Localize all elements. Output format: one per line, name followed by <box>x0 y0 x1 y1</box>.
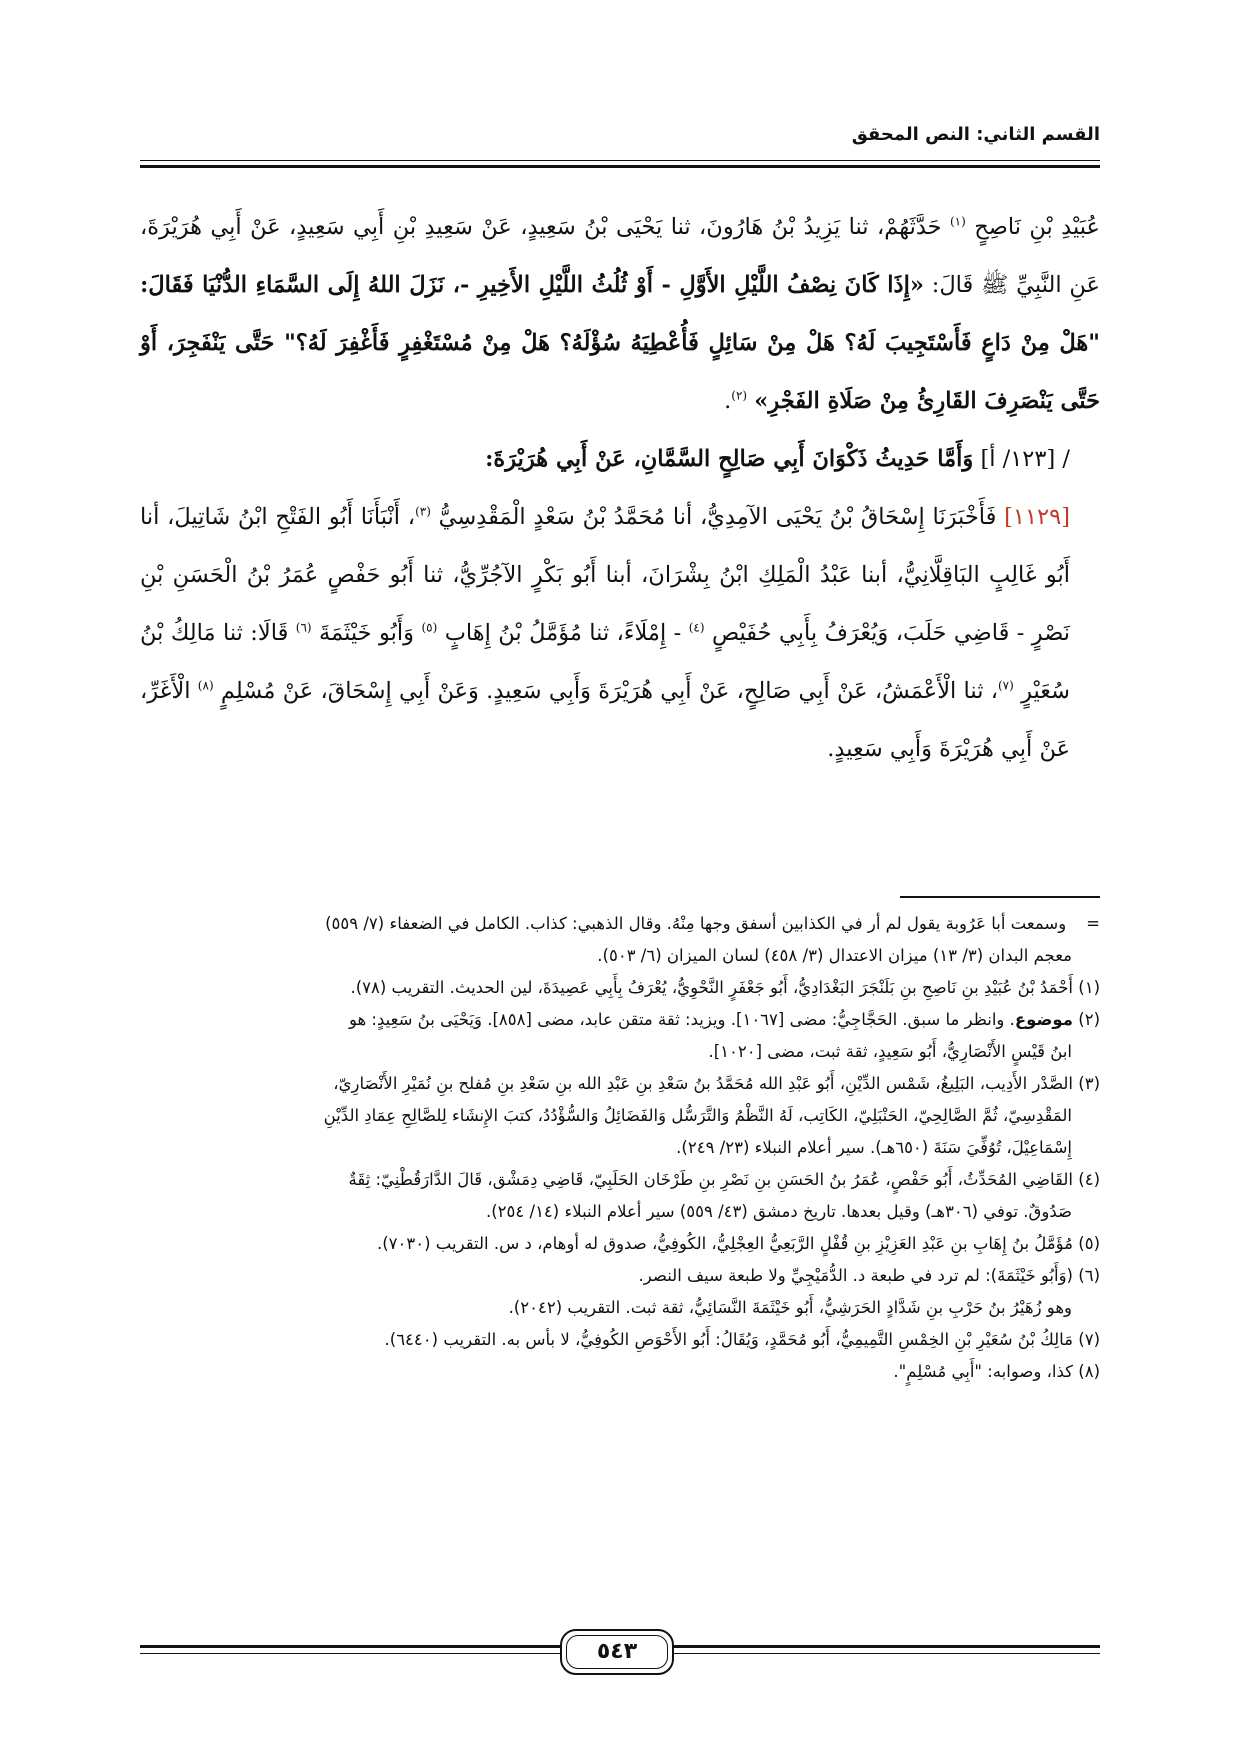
folio-marker: / [١٢٣/ أ] <box>973 446 1070 472</box>
footnote-4: (٤) القَاضِي المُحَدِّثُ، أَبُو حَفْصٍ، عُمَرُ بنُ الحَسَنِ بنِ نَصْرِ بنِ طَرْخَان الحَلَبِيّ، قَاضِي دِمَشْق، قَالَ الدَّارَقُطْنِيّ: ثِقَةٌ <box>348 1170 1100 1189</box>
section-heading-paragraph <box>140 430 1100 488</box>
text-segment: فَأَخْبَرَنَا إِسْحَاقُ بْنُ يَحْيَى الآمِدِيُّ، أنا مُحَمَّدُ بْنُ سَعْدٍ الْمَقْدِسِيُّ <box>430 504 1005 530</box>
hadith-number: [١١٢٩] <box>1004 504 1071 530</box>
text-segment: وسمعت أبا عَرُوبة يقول لم أر في الكذابين أسفق وجها مِنْهُ. وقال الذهبي: كذاب. الكامل في الضعفاء (٧/ ٥٥٩) <box>325 914 1067 933</box>
footnote-ref[interactable]: (٧) <box>997 678 1014 693</box>
grading-label: موضوع <box>1014 1010 1073 1029</box>
text-segment: قَالَا: ثنا مَالِكُ بْنُ سُعَيْرٍ <box>140 620 1070 704</box>
footnote-continuation-line: معجم البدان (٣/ ١٣) ميزان الاعتدال (٣/ ٤٥٨) لسان الميزان (٦/ ٥٠٣). <box>597 946 1072 965</box>
section-heading: وَأَمَّا حَدِيثُ ذَكْوَانَ أَبِي صَالِحٍ السَّمَّانِ، عَنْ أَبِي هُرَيْرَةَ: <box>485 446 974 472</box>
page-number: ٥٤٣ <box>560 1629 674 1675</box>
footnote-3-continued: المَقْدِسِيّ، ثُمَّ الصَّالِحِيّ، الحَنْبَلِيّ، الكَاتِب، لَهُ النَّظْمُ وَالتَّرَسُّل وَالفَضَائِلُ وَالسُّؤْدُدُ، كتبَ الإِنشَاء لِلصَّالِحِ عِمَادِ الدِّيْنِ <box>323 1106 1072 1125</box>
footnote-ref[interactable]: (١) <box>949 214 966 229</box>
footnote-ref[interactable]: (٢) <box>731 388 748 403</box>
footnote-3-continued: إِسْمَاعِيْلَ، تُوُفِّيَ سَنَةَ (٦٥٠هـ). سير أعلام النبلاء (٢٣/ ٢٤٩). <box>676 1138 1072 1157</box>
footnote-ref[interactable]: (٦) <box>295 620 312 635</box>
text-segment: ، أَنْبَأَنَا أَبُو الفَتْحِ ابْنُ شَاتِيلَ، أنا أَبُو غَالِبٍ البَاقِلَّانِيُّ، أبنا عَبْدُ الْمَلِكِ ابْنُ بِشْرَانَ، أبنا أَبُو بَكْرٍ الآجُرِّيُّ، ثنا أَبُو حَفْصٍ عُمَرُ بْنُ الْحَسَنِ بْنِ نَصْرٍ - قَاضِي حَلَبَ، وَيُعْرَفُ بِأَبِي حُفَيْصٍ <box>140 504 1070 646</box>
footnote-6-continued: وهو زُهَيْرُ بنُ حَرْبِ بنِ شَدَّادٍ الحَرَشِيُّ، أَبُو خَيْثَمَةَ النَّسَائِيُّ، ثقة ثبت. التقريب (٢٠٤٢). <box>508 1298 1072 1317</box>
isnad-paragraph <box>140 488 1100 778</box>
footnote-ref[interactable]: (٣) <box>415 504 431 519</box>
footnote-8: (٨) كذا، وصوابه: "أَبِي مُسْلِمٍ". <box>893 1362 1100 1381</box>
footnote-1: (١) أَحْمَدُ بْنُ عُبَيْدِ بنِ نَاصِحِ بنِ بَلَنْجَرَ البَغْدَادِيُّ، أَبُو جَعْفَرٍ النَّحْوِيُّ، يُعْرَفُ بِأَبِي عَصِيدَةَ، لين الحديث. التقريب (٧٨). <box>350 978 1100 997</box>
footnote-continuation <box>140 908 1100 940</box>
text-segment: وَأَبُو خَيْثَمَةَ <box>311 620 422 646</box>
footnote-3: (٣) الصَّدْر الأَدِيب، البَلِيغُ، شَمْس الدِّيْنِ، أَبُو عَبْدِ الله مُحَمَّدُ بنُ سَعْدِ بنِ عَبْدِ الله بنِ سَعْدِ بنِ مُفلح بنِ نُمَيْرِ الأَنْصَارِيّ، <box>333 1074 1100 1093</box>
footnotes <box>140 908 1100 1388</box>
header-rule-thin <box>140 160 1100 161</box>
footnote-ref[interactable]: (٤) <box>688 620 705 635</box>
continuation-mark: = <box>1086 914 1100 933</box>
footnote-7: (٧) مَالِكُ بْنُ سُعَيْرِ بْنِ الخِمْسِ التَّمِيمِيُّ، أَبُو مُحَمَّدٍ، وَيُقَالُ: أَبُو الأَحْوَصِ الكُوفِيُّ، لا بأس به. التقريب (٦٤٤٠). <box>384 1330 1100 1349</box>
footnote-label: (٢) <box>1073 1010 1100 1029</box>
footnote-ref[interactable]: (٨) <box>197 678 214 693</box>
footnote-ref[interactable]: (٥) <box>421 620 438 635</box>
header-rule-thick <box>140 165 1100 168</box>
running-title: القسم الثاني: النص المحقق <box>851 124 1100 145</box>
hadith-paragraph <box>140 198 1100 430</box>
footnote-2 <box>140 1004 1100 1036</box>
footnote-2-continued: ابنُ قَيْسٍ الأَنْصَارِيُّ، أَبُو سَعِيدٍ، ثقة ثبت، مضى [١٠٢٠]. <box>708 1042 1072 1061</box>
main-text <box>140 198 1100 778</box>
text-segment: حَدَّثَهُمْ، ثنا يَزِيدُ بْنُ هَارُونَ، ثنا يَحْيَى بْنُ سَعِيدٍ، عَنْ سَعِيدِ بْنِ أَبِي سَعِيدٍ، عَنْ أَبِي هُرَيْرَةَ، عَنِ النَّبِيِّ ﷺ قَالَ: <box>140 214 1100 298</box>
footnote-separator <box>900 896 1100 898</box>
text-segment: . وانظر ما سبق. الحَجَّاجِيُّ: مضى [١٠٦٧]. ويزيد: ثقة متقن عابد، مضى [٨٥٨]. وَيَحْيَى بنُ سَعِيدٍ: هو <box>348 1010 1015 1029</box>
hadith-matn: «إِذَا كَانَ نِصْفُ اللَّيْلِ الأَوَّلِ - أَوْ ثُلُثُ اللَّيْلِ الأَخِيرِ -، نَزَلَ اللهُ إِلَى السَّمَاءِ الدُّنْيَا فَقَالَ: "هَلْ مِنْ دَاعٍ فَأَسْتَجِيبَ لَهُ؟ هَلْ مِنْ سَائِلٍ فَأُعْطِيَهُ سُؤْلَهُ؟ هَلْ مِنْ مُسْتَغْفِرٍ فَأَغْفِرَ لَهُ؟" حَتَّى يَنْفَجِرَ، أَوْ حَتَّى يَنْصَرِفَ القَارِئُ مِنْ صَلَاةِ الفَجْرِ» <box>140 272 1100 414</box>
footnote-4-continued: صَدُوقٌ. توفي (٣٠٦هـ) وقيل بعدها. تاريخ دمشق (٤٣/ ٥٥٩) سير أعلام النبلاء (١٤/ ٢٥٤). <box>485 1202 1072 1221</box>
text-segment: الْأَغَرِّ، عَنْ أَبِي هُرَيْرَةَ وَأَبِي سَعِيدٍ. <box>140 678 1070 762</box>
text-segment: ، ثنا الْأَعْمَشُ، عَنْ أَبِي صَالِحٍ، عَنْ أَبِي هُرَيْرَةَ وَأَبِي سَعِيدٍ. وَعَنْ أَبِي إِسْحَاقَ، عَنْ مُسْلِمٍ <box>213 678 998 704</box>
footnote-5: (٥) مُؤَمَّلُ بنُ إِهَابِ بنِ عَبْدِ العَزِيْزِ بنِ قُفْلٍ الرَّبَعِيُّ العِجْلِيُّ، الكُوفِيُّ، صدوق له أوهام، د س. التقريب (٧٠٣٠). <box>376 1234 1100 1253</box>
text-segment: . <box>724 388 732 414</box>
text-segment: عُبَيْدِ بْنِ نَاصِحٍ <box>965 214 1100 240</box>
footnote-6: (٦) (وَأَبُو خَيْثَمَةَ): لم ترد في طبعة د. الدُّمَيْجِيِّ ولا طبعة سيف النصر. <box>638 1266 1100 1285</box>
text-segment: - إِمْلَاءً، ثنا مُؤَمَّلُ بْنُ إِهَابٍ <box>437 620 689 646</box>
